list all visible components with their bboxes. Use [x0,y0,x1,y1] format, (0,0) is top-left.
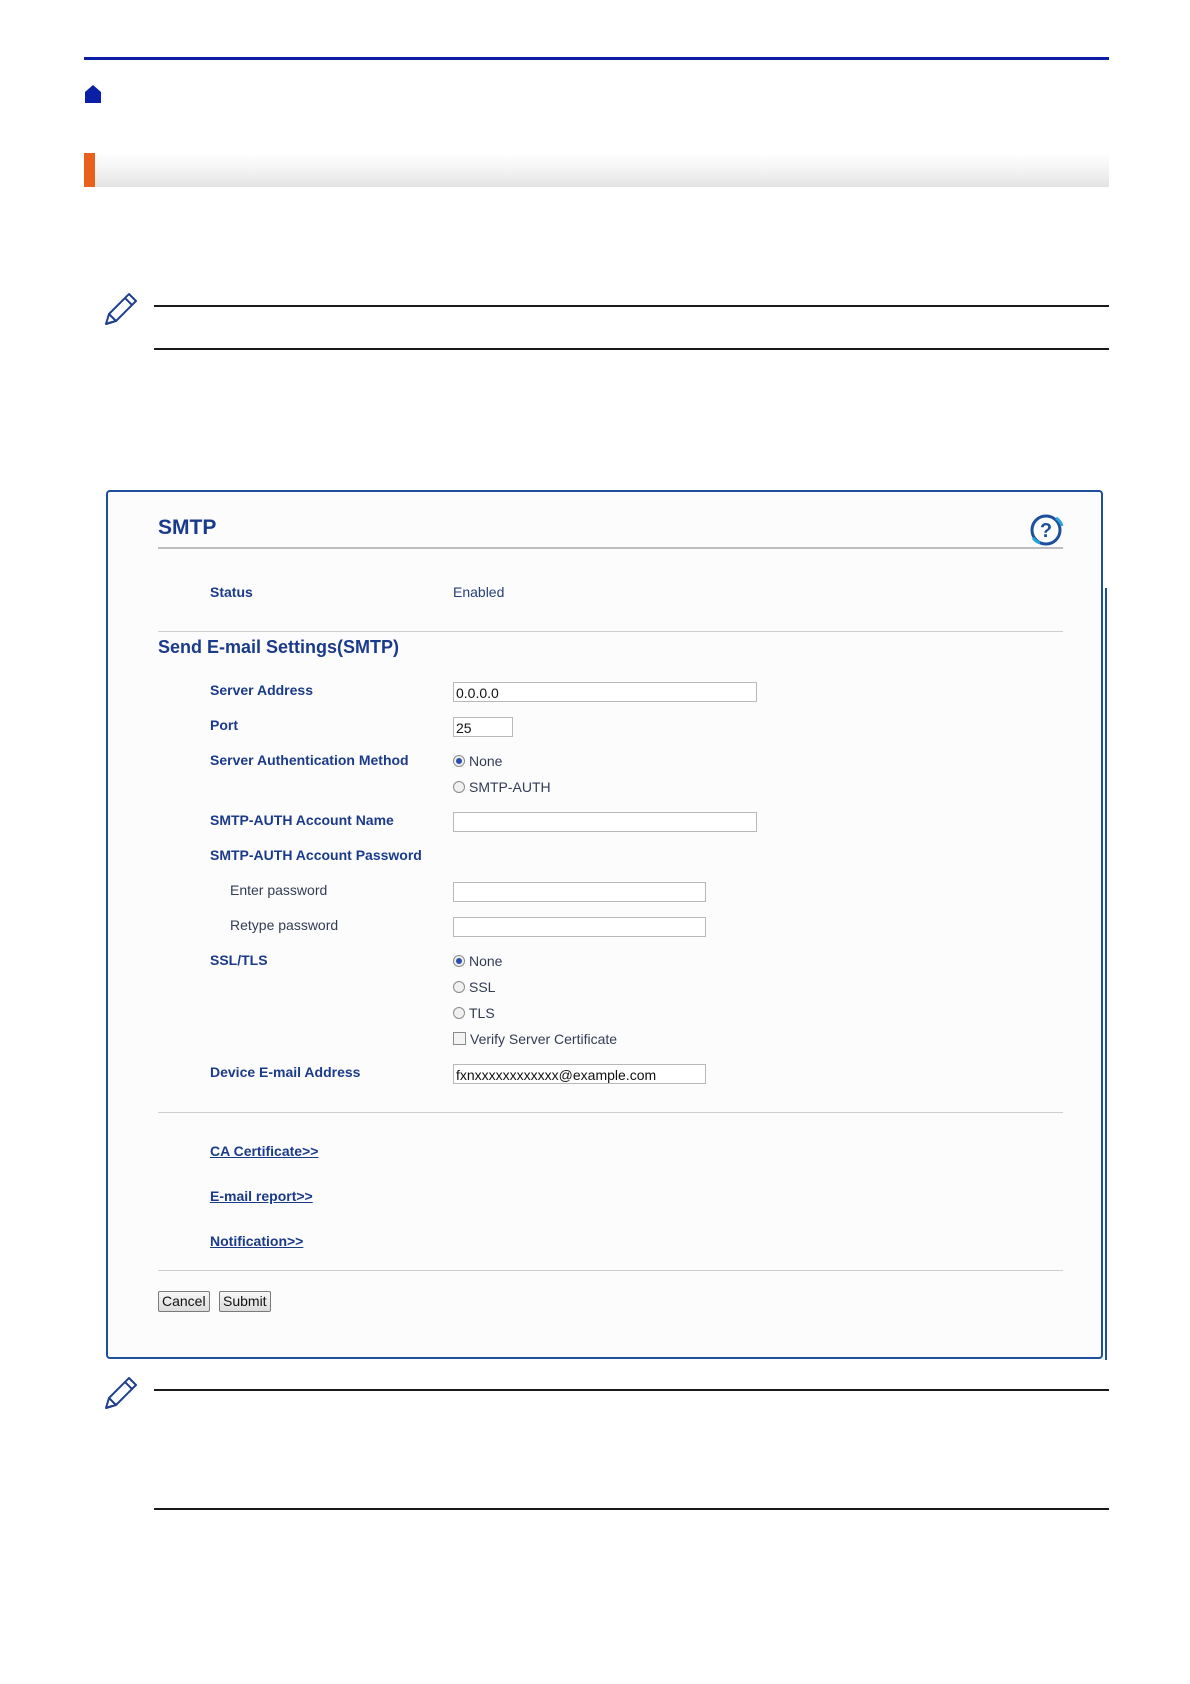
ssl-option-tls-label: TLS [469,1005,495,1021]
radio-selected-icon[interactable] [453,955,465,967]
auth-option-smtp-auth[interactable] [453,778,551,796]
cancel-button[interactable]: Cancel [158,1291,210,1312]
ssl-option-ssl[interactable] [453,978,495,996]
ssl-option-tls[interactable] [453,1004,495,1022]
help-icon[interactable] [1028,512,1066,548]
auth-option-none-label: None [469,753,503,769]
section-accent [84,153,95,187]
ssl-option-none[interactable] [453,952,502,970]
status-label: Status [210,584,253,600]
smtp-settings-panel [106,490,1103,1359]
verify-certificate-checkbox[interactable] [453,1030,617,1048]
account-name-input[interactable] [453,812,757,832]
ssl-tls-label: SSL/TLS [210,952,268,968]
port-label: Port [210,717,238,733]
auth-option-smtp-auth-label: SMTP-AUTH [469,779,551,795]
device-email-input[interactable]: fxnxxxxxxxxxxxx@example.com [453,1064,706,1084]
divider [158,1112,1063,1113]
send-email-section-title: Send E-mail Settings(SMTP) [158,637,400,657]
auth-option-none[interactable] [453,752,502,770]
pencil-note-icon [102,1374,140,1412]
note-rule-bottom [154,348,1109,350]
ssl-option-none-label: None [469,953,503,969]
title-divider [158,547,1063,549]
radio-icon[interactable] [453,981,465,993]
account-name-label: SMTP-AUTH Account Name [210,812,394,828]
enter-password-label: Enter password [230,882,328,898]
divider [158,1270,1063,1271]
notification-link[interactable]: Notification>> [210,1233,304,1249]
radio-selected-icon[interactable] [453,755,465,767]
ssl-option-ssl-label: SSL [469,979,496,995]
svg-text:?: ? [1039,520,1053,542]
retype-password-label: Retype password [230,917,339,933]
divider [158,631,1063,632]
top-rule [84,57,1109,60]
radio-icon[interactable] [453,781,465,793]
port-input[interactable]: 25 [453,717,513,737]
home-icon[interactable] [84,84,102,104]
verify-certificate-label: Verify Server Certificate [470,1031,618,1047]
server-address-label: Server Address [210,682,313,698]
submit-button[interactable]: Submit [219,1291,271,1312]
panel-title: SMTP [158,516,217,539]
account-password-label: SMTP-AUTH Account Password [210,847,422,863]
section-title-bar [84,153,1109,187]
server-address-input[interactable]: 0.0.0.0 [453,682,757,702]
panel-edge [1105,588,1107,1360]
note-rule-top [154,1389,1109,1391]
retype-password-input[interactable] [453,917,706,937]
radio-icon[interactable] [453,1007,465,1019]
email-report-link[interactable]: E-mail report>> [210,1188,313,1204]
enter-password-input[interactable] [453,882,706,902]
status-value: Enabled [453,584,505,600]
note-rule-bottom [154,1508,1109,1510]
checkbox-icon[interactable] [453,1032,466,1045]
auth-method-label: Server Authentication Method [210,752,409,768]
device-email-label: Device E-mail Address [210,1064,361,1080]
pencil-note-icon [102,290,140,328]
note-rule-top [154,305,1109,307]
ca-certificate-link[interactable]: CA Certificate>> [210,1143,319,1159]
